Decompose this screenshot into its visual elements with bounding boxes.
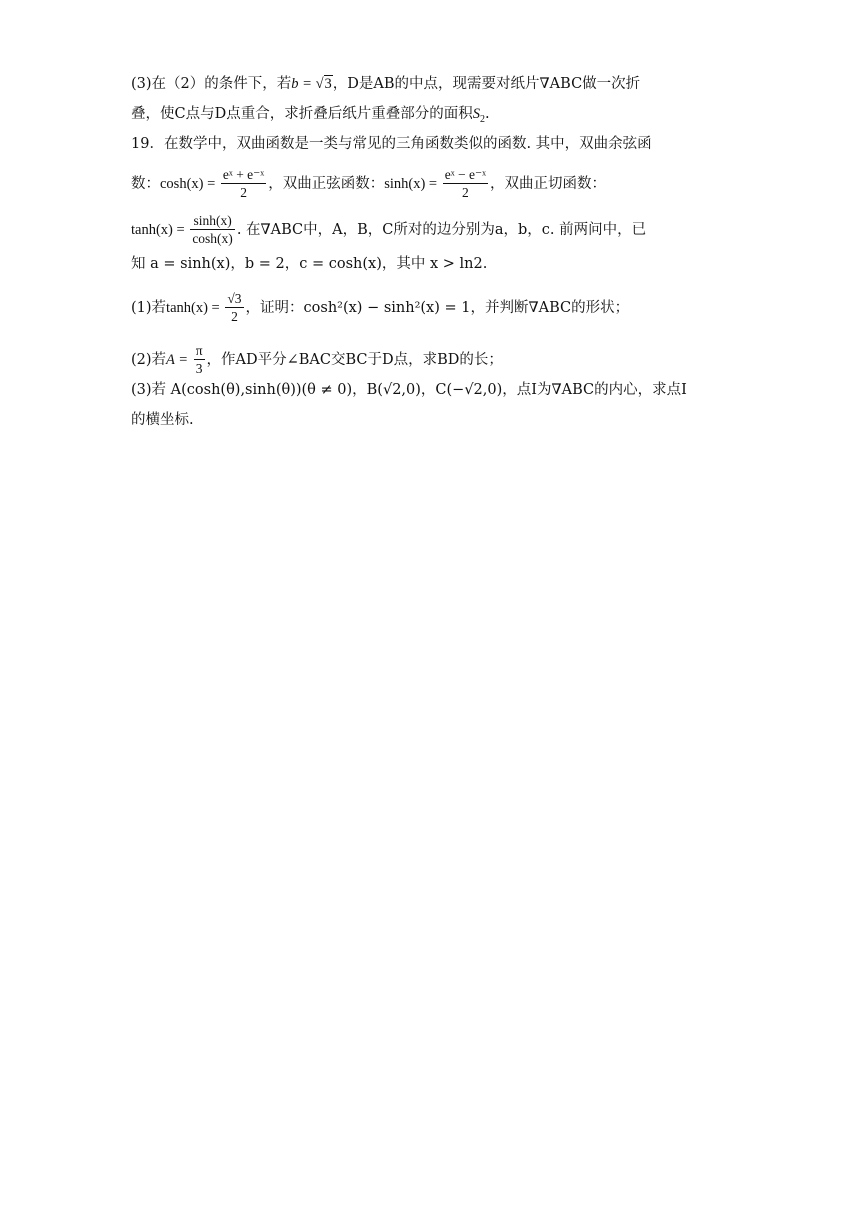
cosh-lhs: cosh(x) = [160, 176, 219, 192]
q18-part3-text-b: ，D是AB的中点，现需要对纸片∇ABC做一次折 [332, 76, 641, 92]
q19-line2-suffix: ，双曲正切函数： [490, 176, 606, 192]
q19-tanh-line [131, 212, 731, 248]
q19-intro-text: 在数学中，双曲函数是一类与常见的三角函数类似的函数. 其中，双曲余弦函 [163, 136, 652, 152]
q19-intro [131, 134, 731, 154]
q18-part3-line1 [131, 74, 731, 94]
q18-cond-b: b = [291, 76, 316, 92]
q18-part3-text-c: 叠，使C点与D点重合，求折叠后纸片重叠部分的面积 [131, 106, 473, 122]
p2-denominator: 3 [194, 359, 205, 378]
q19-given-text: 知 a = sinh(x)，b = 2，c = cosh(x)，其中 x > ln2. [131, 256, 488, 272]
sinh-denominator: 2 [443, 183, 488, 202]
q18-part3-label: (3) [131, 76, 152, 92]
p2-numerator: π [195, 343, 203, 358]
p1-tanh: tanh(x) = [166, 300, 224, 316]
q19-part2-label: (2)若 [131, 352, 167, 368]
q19-given-line [131, 254, 731, 274]
p2-angle-a: A = [166, 352, 192, 368]
s2-symbol: S [472, 106, 480, 122]
q19-part2-text: ，作AD平分∠BAC交BC于D点，求BD的长； [206, 352, 503, 368]
sqrt-radicand: 3 [324, 76, 332, 92]
tanh-denominator: cosh(x) [192, 231, 233, 246]
p1-denominator: 2 [225, 307, 243, 326]
cosh-numerator: eˣ + e⁻ˣ [222, 167, 265, 182]
q19-number: 19． [131, 136, 164, 152]
sqrt-symbol: √3 [315, 76, 332, 92]
p2-fraction [194, 342, 205, 378]
q19-part3-text1: (3)若 A(cosh(θ),sinh(θ))(θ ≠ 0)，B(√2,0)，C(−√2,0)，点I为∇ABC的内心，求点I [131, 382, 687, 398]
cosh-denominator: 2 [221, 183, 266, 202]
q19-part2 [131, 342, 731, 378]
sinh-numerator: eˣ − e⁻ˣ [444, 167, 486, 182]
s2-subscript: 2 [479, 113, 485, 125]
sinh-lhs: sinh(x) = [384, 176, 441, 192]
q19-part1-label: (1)若 [131, 300, 167, 316]
q18-part3-end: . [484, 106, 490, 122]
q19-line2-prefix: 数： [131, 176, 160, 192]
q19-part3-line2 [131, 410, 731, 430]
cosh-fraction [221, 166, 266, 202]
tanh-fraction [190, 212, 235, 248]
tanh-numerator: sinh(x) [193, 213, 232, 228]
p1-fraction [225, 290, 243, 326]
p1-numerator: √3 [227, 291, 242, 306]
q18-part3-line2 [131, 104, 731, 130]
q19-line2-mid: ，双曲正弦函数： [268, 176, 385, 192]
q19-triangle-text: . 在∇ABC中，A，B，C所对的边分别为a，b，c. 前两问中，已 [236, 222, 647, 238]
tanh-lhs: tanh(x) = [131, 222, 189, 238]
sinh-fraction [443, 166, 488, 202]
q18-part3-text-a: 在（2）的条件下，若 [151, 76, 292, 92]
q19-part3-line1 [131, 380, 731, 400]
q19-part1 [131, 290, 731, 326]
q19-part3-text2: 的横坐标. [131, 412, 194, 428]
q19-definitions-line [131, 166, 731, 202]
q19-part1-text: ，证明：cosh²(x) − sinh²(x) = 1，并判断∇ABC的形状； [245, 300, 630, 316]
